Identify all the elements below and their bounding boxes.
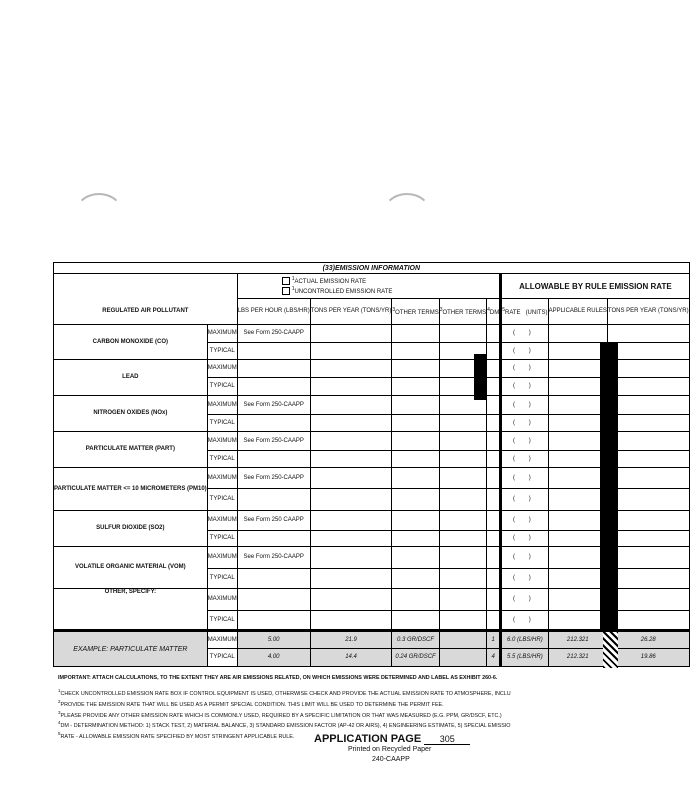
row-label-typical: TYPICAL xyxy=(207,489,237,511)
value-cell[interactable] xyxy=(439,325,486,343)
value-cell[interactable] xyxy=(548,531,607,547)
value-cell[interactable] xyxy=(237,611,310,631)
units-cell[interactable]: ( ) xyxy=(501,611,548,631)
form-number: 240-CAAPP xyxy=(372,756,410,763)
units-cell[interactable]: ( ) xyxy=(501,489,548,511)
value-cell[interactable] xyxy=(548,489,607,511)
important-note: IMPORTANT: ATTACH CALCULATIONS, TO THE EXTENT THEY ARE AIR EMISSIONS RELATED, ON WHICH EMISSIONS WERE DETERMINED AND LABEL AS EXHIBIT 260-6. xyxy=(58,675,498,681)
value-cell[interactable] xyxy=(392,489,439,511)
value-cell[interactable] xyxy=(548,360,607,378)
value-cell[interactable] xyxy=(607,547,689,569)
value-cell[interactable] xyxy=(392,451,439,468)
value-cell[interactable] xyxy=(607,569,689,589)
units-cell[interactable]: ( ) xyxy=(501,325,548,343)
value-cell[interactable] xyxy=(310,343,392,360)
value-cell[interactable] xyxy=(392,325,439,343)
value-cell[interactable] xyxy=(392,611,439,631)
row-label-typical: TYPICAL xyxy=(207,343,237,360)
pollutant-vom: VOLATILE ORGANIC MATERIAL (VOM) xyxy=(54,547,208,589)
value-cell[interactable] xyxy=(548,611,607,631)
value-cell[interactable] xyxy=(607,360,689,378)
example-value: 6.0 (LBS/HR) xyxy=(501,631,548,649)
value-cell[interactable] xyxy=(439,489,486,511)
value-cell[interactable] xyxy=(392,360,439,378)
value-cell[interactable] xyxy=(548,589,607,611)
value-cell[interactable] xyxy=(237,360,310,378)
value-cell[interactable] xyxy=(548,325,607,343)
example-value: 0.24 GR/DSCF xyxy=(392,649,439,667)
value-cell[interactable] xyxy=(310,611,392,631)
value-cell[interactable] xyxy=(392,396,439,415)
value-cell[interactable] xyxy=(237,343,310,360)
value-cell[interactable] xyxy=(310,489,392,511)
pollutant-pm10: PARTICULATE MATTER <= 10 MICROMETERS (PM10) xyxy=(54,468,208,511)
units-cell[interactable]: ( ) xyxy=(501,343,548,360)
notes-block xyxy=(58,675,618,741)
units-cell[interactable]: ( ) xyxy=(501,396,548,415)
units-cell[interactable]: ( ) xyxy=(501,415,548,432)
punch-hole-arc-left xyxy=(74,193,124,237)
value-cell[interactable] xyxy=(237,378,310,396)
tons-per-year-header: TONS PER YEAR (TONS/YR) xyxy=(310,299,392,325)
footnote-2: $^2$PROVIDE THE EMISSION RATE THAT WILL BE USED AS A PERMIT SPECIAL CONDITION. THIS LIMIT WILL BE USED TO DETERMINE THE PERMIT FEE. xyxy=(58,698,444,708)
value-cell[interactable] xyxy=(487,511,501,531)
see-form-note: See Form 250 CAAPP xyxy=(237,511,310,531)
example-value: 4 xyxy=(487,649,501,667)
value-cell[interactable] xyxy=(548,569,607,589)
pollutant-lead: LEAD xyxy=(54,360,208,396)
units-cell[interactable]: ( ) xyxy=(501,569,548,589)
pollutant-part: PARTICULATE MATTER (PART) xyxy=(54,432,208,468)
value-cell[interactable] xyxy=(487,343,501,360)
see-form-note: See Form 250-CAAPP xyxy=(237,396,310,415)
value-cell[interactable] xyxy=(607,343,689,360)
example-value: 5.5 (LBS/HR) xyxy=(501,649,548,667)
value-cell[interactable] xyxy=(439,468,486,489)
example-empty xyxy=(439,631,486,649)
other-terms-header-2: $^3$OTHER TERMS xyxy=(439,299,486,325)
value-cell[interactable] xyxy=(487,468,501,489)
example-value: 212.321 xyxy=(548,631,607,649)
value-cell[interactable] xyxy=(487,378,501,396)
example-label: EXAMPLE: PARTICULATE MATTER xyxy=(54,631,208,667)
value-cell[interactable] xyxy=(548,343,607,360)
row-label-typical: TYPICAL xyxy=(207,531,237,547)
value-cell[interactable] xyxy=(439,611,486,631)
value-cell[interactable] xyxy=(310,547,392,569)
units-cell[interactable]: ( ) xyxy=(501,511,548,531)
value-cell[interactable] xyxy=(392,569,439,589)
example-value: 14.4 xyxy=(310,649,392,667)
value-cell[interactable] xyxy=(392,415,439,432)
row-label-maximum: MAXIMUM xyxy=(207,432,237,451)
value-cell[interactable] xyxy=(548,432,607,451)
footnote-5: $^5$RATE - ALLOWABLE EMISSION RATE SPECIFIED BY MOST STRINGENT APPLICABLE RULE. xyxy=(58,731,295,740)
value-cell[interactable] xyxy=(487,432,501,451)
units-cell[interactable]: ( ) xyxy=(501,360,548,378)
value-cell[interactable] xyxy=(607,415,689,432)
example-value: 26.28 xyxy=(607,631,689,649)
value-cell[interactable] xyxy=(487,569,501,589)
value-cell[interactable] xyxy=(439,415,486,432)
see-form-note: See Form 250-CAAPP xyxy=(237,547,310,569)
value-cell[interactable] xyxy=(487,611,501,631)
value-cell[interactable] xyxy=(237,589,310,611)
value-cell[interactable] xyxy=(237,451,310,468)
value-cell[interactable] xyxy=(439,432,486,451)
value-cell[interactable] xyxy=(487,360,501,378)
example-value: 212.321 xyxy=(548,649,607,667)
value-cell[interactable] xyxy=(439,531,486,547)
value-cell[interactable] xyxy=(487,325,501,343)
value-cell[interactable] xyxy=(548,378,607,396)
value-cell[interactable] xyxy=(487,589,501,611)
pollutant-nox: NITROGEN OXIDES (NOx) xyxy=(54,396,208,432)
example-value: 4.00 xyxy=(237,649,310,667)
value-cell[interactable] xyxy=(237,531,310,547)
value-cell[interactable] xyxy=(439,547,486,569)
actual-rate-label: ACTUAL EMISSION RATE xyxy=(294,279,367,285)
see-form-note: See Form 250-CAAPP xyxy=(237,325,310,343)
section-title: (33)EMISSION INFORMATION xyxy=(54,263,690,274)
example-value: 5.00 xyxy=(237,631,310,649)
row-label-maximum: MAXIMUM xyxy=(207,468,237,489)
value-cell[interactable] xyxy=(237,569,310,589)
row-label-typical: TYPICAL xyxy=(207,451,237,468)
value-cell[interactable] xyxy=(548,547,607,569)
application-page-label: APPLICATION PAGE 305 xyxy=(314,733,470,745)
example-value: 0.3 GR/DSCF xyxy=(392,631,439,649)
value-cell[interactable] xyxy=(487,451,501,468)
value-cell[interactable] xyxy=(487,415,501,432)
uncontrolled-rate-label: UNCONTROLLED EMISSION RATE xyxy=(294,289,393,295)
value-cell[interactable] xyxy=(310,360,392,378)
value-cell[interactable] xyxy=(310,468,392,489)
value-cell[interactable] xyxy=(439,511,486,531)
regulated-pollutant-header: REGULATED AIR POLLUTANT xyxy=(54,299,238,325)
row-label-maximum: MAXIMUM xyxy=(207,631,237,649)
value-cell[interactable] xyxy=(607,451,689,468)
value-cell[interactable] xyxy=(392,589,439,611)
other-terms-header-1: $^3$OTHER TERMS xyxy=(392,299,439,325)
value-cell[interactable] xyxy=(607,489,689,511)
row-label-typical: TYPICAL xyxy=(207,378,237,396)
value-cell[interactable] xyxy=(310,432,392,451)
units-cell[interactable]: ( ) xyxy=(501,378,548,396)
units-cell[interactable]: ( ) xyxy=(501,547,548,569)
value-cell[interactable] xyxy=(237,489,310,511)
value-cell[interactable] xyxy=(607,611,689,631)
row-label-maximum: MAXIMUM xyxy=(207,589,237,611)
units-cell[interactable]: ( ) xyxy=(501,589,548,611)
value-cell[interactable] xyxy=(310,569,392,589)
value-cell[interactable] xyxy=(607,325,689,343)
value-cell[interactable] xyxy=(548,396,607,415)
value-cell[interactable] xyxy=(392,531,439,547)
value-cell[interactable] xyxy=(487,396,501,415)
footnote-4: $^4$DM - DETERMINATION METHOD: 1) STACK TEST, 2) MATERIAL BALANCE, 3) STANDARD EMISSION FACTOR (AP-42 OR AIRS), 4) ENGINEERING ESTIMATE, 5) SPECIAL EMISSIO xyxy=(58,720,511,730)
value-cell[interactable] xyxy=(392,378,439,396)
row-label-maximum: MAXIMUM xyxy=(207,360,237,378)
units-cell[interactable]: ( ) xyxy=(501,468,548,489)
value-cell[interactable] xyxy=(607,468,689,489)
units-cell[interactable]: ( ) xyxy=(501,531,548,547)
value-cell[interactable] xyxy=(392,547,439,569)
actual-rate-checkbox[interactable] xyxy=(282,277,290,285)
example-empty xyxy=(439,649,486,667)
printed-note: Printed on Recycled Paper xyxy=(348,746,432,753)
footnote-3: $^3$PLEASE PROVIDE ANY OTHER EMISSION RATE WHICH IS COMMONLY USED, REQUIRED BY A SPECIFIC LIMITATION OR THAT WAS MEASURED (E.G. PPM, GR/DSCF, ETC.) xyxy=(58,709,502,719)
value-cell[interactable] xyxy=(487,531,501,547)
uncontrolled-rate-checkbox[interactable] xyxy=(282,287,290,295)
value-cell[interactable] xyxy=(310,451,392,468)
redaction-bar-small xyxy=(474,354,486,400)
example-value: 19.86 xyxy=(607,649,689,667)
value-cell[interactable] xyxy=(392,468,439,489)
units-cell[interactable]: ( ) xyxy=(501,451,548,468)
row-label-maximum: MAXIMUM xyxy=(207,396,237,415)
value-cell[interactable] xyxy=(310,531,392,547)
value-cell[interactable] xyxy=(607,432,689,451)
value-cell[interactable] xyxy=(548,415,607,432)
value-cell[interactable] xyxy=(439,569,486,589)
pollutant-so2: SULFUR DIOXIDE (SO2) xyxy=(54,511,208,547)
pollutant-other: OTHER, SPECIFY: xyxy=(54,589,208,631)
row-label-typical: TYPICAL xyxy=(207,649,237,667)
value-cell[interactable] xyxy=(439,589,486,611)
punch-hole-arc-right xyxy=(382,193,432,237)
value-cell[interactable] xyxy=(392,432,439,451)
row-label-maximum: MAXIMUM xyxy=(207,325,237,343)
value-cell[interactable] xyxy=(392,511,439,531)
row-label-typical: TYPICAL xyxy=(207,569,237,589)
value-cell[interactable] xyxy=(392,343,439,360)
lbs-per-hour-header: LBS PER HOUR (LBS/HR) xyxy=(237,299,310,325)
row-label-typical: TYPICAL xyxy=(207,415,237,432)
pollutant-co: CARBON MONOXIDE (CO) xyxy=(54,325,208,360)
value-cell[interactable] xyxy=(548,451,607,468)
see-form-note: See Form 250-CAAPP xyxy=(237,468,310,489)
emission-table xyxy=(53,262,690,667)
value-cell[interactable] xyxy=(607,511,689,531)
value-cell[interactable] xyxy=(310,415,392,432)
row-label-maximum: MAXIMUM xyxy=(207,511,237,531)
row-label-maximum: MAXIMUM xyxy=(207,547,237,569)
redaction-bar-right xyxy=(600,342,618,632)
rate-type-checkboxes: $^1$ACTUAL EMISSION RATE $^1$UNCONTROLLED EMISSION RATE xyxy=(237,274,501,299)
value-cell[interactable] xyxy=(310,325,392,343)
value-cell[interactable] xyxy=(310,378,392,396)
value-cell[interactable] xyxy=(607,531,689,547)
value-cell[interactable] xyxy=(310,396,392,415)
tons-per-year-header-2: TONS PER YEAR (TONS/YR) xyxy=(607,299,689,325)
units-cell[interactable]: ( ) xyxy=(501,432,548,451)
value-cell[interactable] xyxy=(487,489,501,511)
example-value: 21.9 xyxy=(310,631,392,649)
value-cell[interactable] xyxy=(310,589,392,611)
footnote-1: $^1$CHECK UNCONTROLLED EMISSION RATE BOX IF CONTROL EQUIPMENT IS USED, OTHERWISE CHECK AND PROVIDE THE ACTUAL EMISSION RATE TO ATMOSPHERE, INCLU xyxy=(58,688,511,697)
page-number: 305 xyxy=(424,734,470,745)
value-cell[interactable] xyxy=(310,511,392,531)
example-value: 1 xyxy=(487,631,501,649)
value-cell[interactable] xyxy=(548,511,607,531)
applicable-rules-header: APPLICABLE RULES xyxy=(548,299,607,325)
see-form-note: See Form 250-CAAPP xyxy=(237,432,310,451)
hatched-block xyxy=(603,632,618,668)
allowable-header: ALLOWABLE BY RULE EMISSION RATE xyxy=(501,274,689,299)
row-label-typical: TYPICAL xyxy=(207,611,237,631)
value-cell[interactable] xyxy=(487,547,501,569)
value-cell[interactable] xyxy=(548,468,607,489)
dm-header: $^4$DM xyxy=(487,299,501,325)
value-cell[interactable] xyxy=(607,396,689,415)
value-cell[interactable] xyxy=(607,589,689,611)
value-cell[interactable] xyxy=(237,415,310,432)
value-cell[interactable] xyxy=(607,378,689,396)
rate-units-header: $^5$RATE (UNITS) xyxy=(501,299,548,325)
value-cell[interactable] xyxy=(439,451,486,468)
